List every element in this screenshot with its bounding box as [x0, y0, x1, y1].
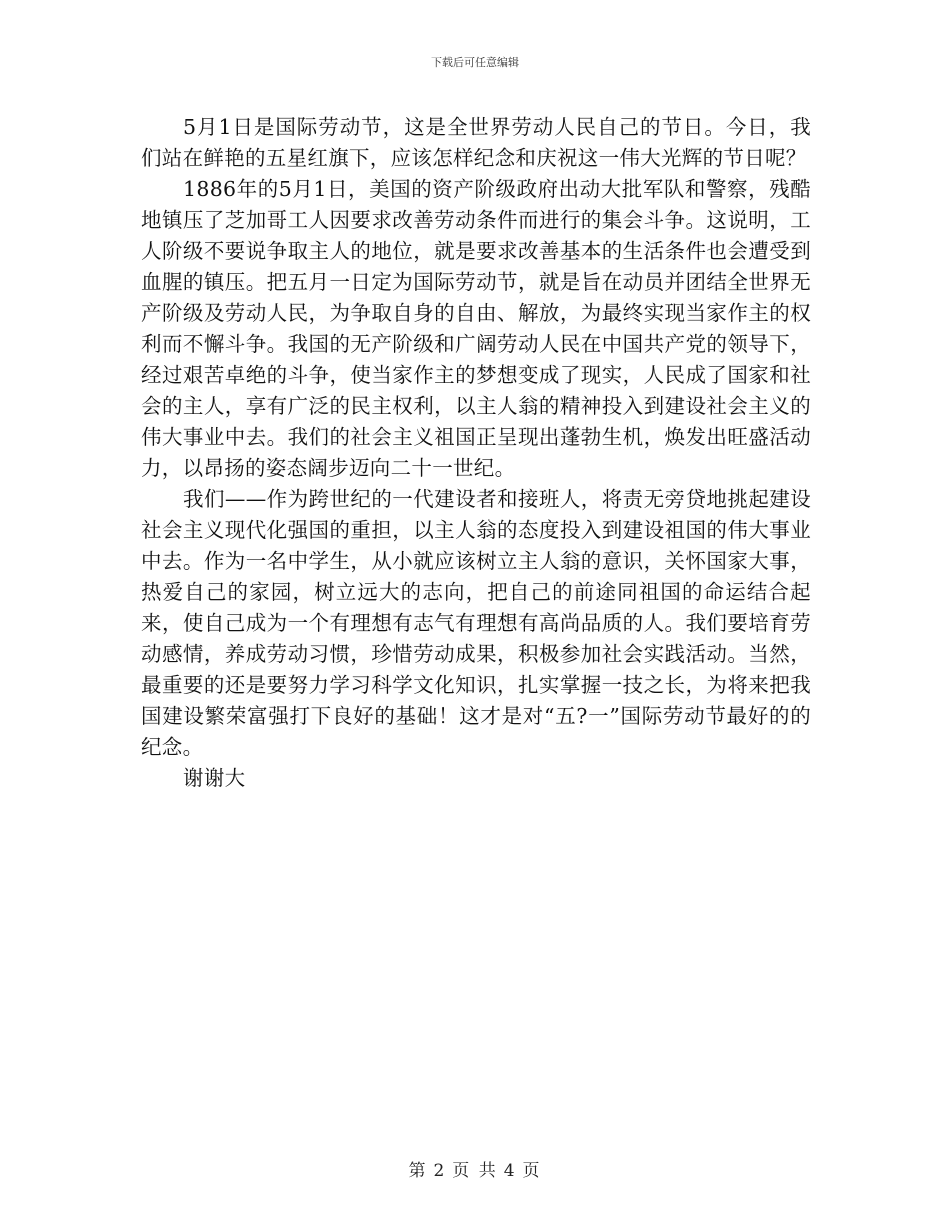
paragraph-2: 1886年的5月1日，美国的资产阶级政府出动大批军队和警察，残酷地镇压了芝加哥工人因要求改善劳动条件而进行的集会斗争。这说明，工人阶级不要说争取主人的地位，就是要求改善基本的生活条件也会遭受到血腥的镇压。把五月一日定为国际劳动节，就是旨在动员并团结全世界无产阶级及劳动人民，为争取自身的自由、解放，为最终实现当家作主的权利而不懈斗争。我国的无产阶级和广阔劳动人民在中国共产党的领导下，经过艰苦卓绝的斗争，使当家作主的梦想变成了现实，人民成了国家和社会的主人，享有广泛的民主权利，以主人翁的精神投入到建设社会主义的伟大事业中去。我们的社会主义祖国正呈现出蓬勃生机，焕发出旺盛活动力，以昂扬的姿态阔步迈向二十一世纪。: [141, 177, 811, 480]
document-body: [141, 112, 811, 794]
footer-prefix: 第: [408, 1161, 428, 1181]
footer-current-page: 2: [433, 1161, 447, 1181]
paragraph-3: 我们——作为跨世纪的一代建设者和接班人，将责无旁贷地挑起建设社会主义现代化强国的重担，以主人翁的态度投入到建设祖国的伟大事业中去。作为一名中学生，从小就应该树立主人翁的意识，关怀国家大事，热爱自己的家园，树立远大的志向，把自己的前途同祖国的命运结合起来，使自己成为一个有理想有志气有理想有高尚品质的人。我们要培育劳动感情，养成劳动习惯，珍惜劳动成果，积极参加社会实践活动。当然，最重要的还是要努力学习科学文化知识，扎实掌握一技之长，为将来把我国建设繁荣富强打下良好的基础！这才是对“五?一”国际劳动节最好的的纪念。: [141, 487, 811, 759]
paragraph-4: 谢谢大: [183, 766, 246, 790]
footer-suffix: 页: [522, 1161, 542, 1181]
footer-mid: 页 共: [452, 1161, 498, 1181]
footer-total-pages: 4: [503, 1161, 517, 1181]
page-footer: [0, 1156, 950, 1181]
paragraph-1: 5月1日是国际劳动节，这是全世界劳动人民自己的节日。今日，我们站在鲜艳的五星红旗下，应该怎样纪念和庆祝这一伟大光辉的节日呢？: [141, 115, 811, 170]
page-header: 下载后可任意编辑: [431, 56, 519, 69]
